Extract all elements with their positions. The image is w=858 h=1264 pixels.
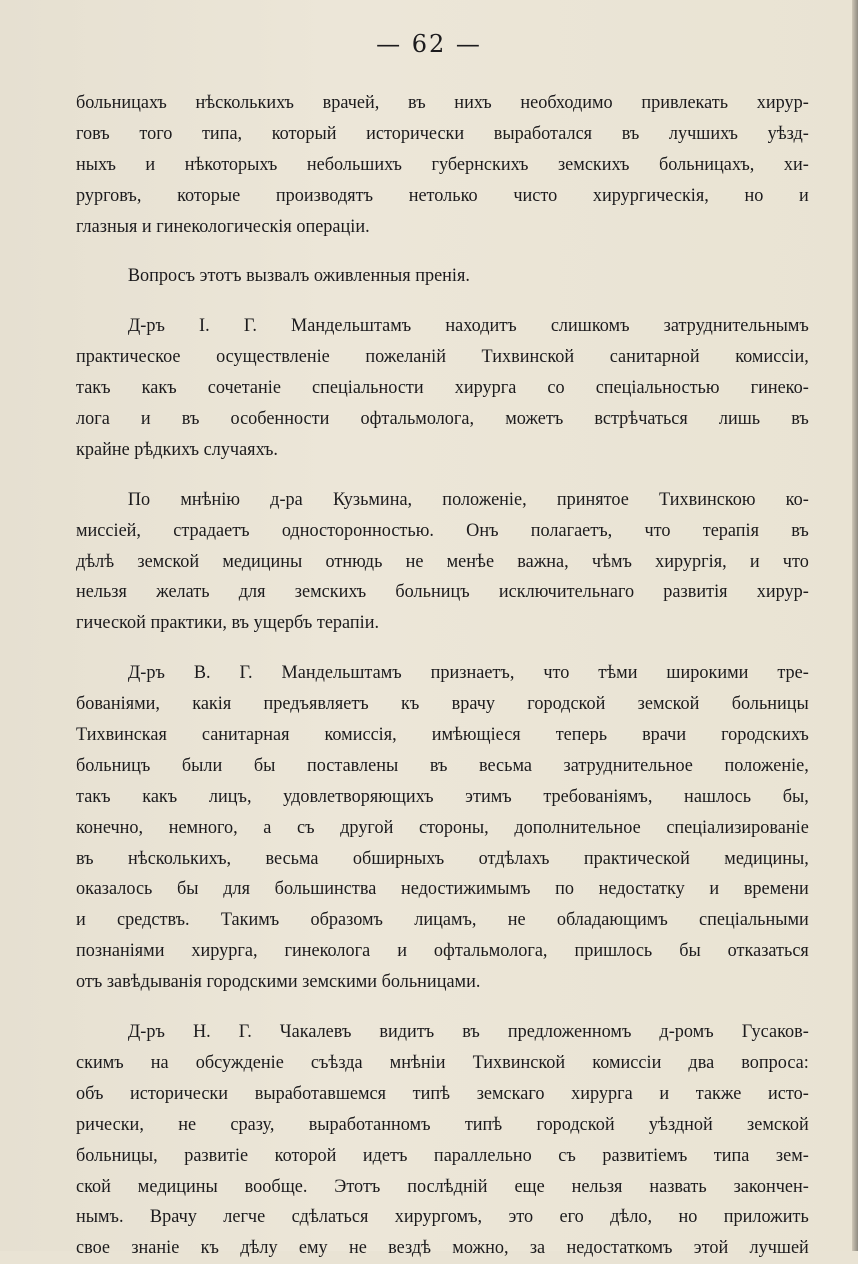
text-line: нельзя желать для земскихъ больницъ исключительнаго развитія хирур- xyxy=(76,581,809,603)
text-line: такъ какъ лицъ, удовлетворяющихъ этимъ требованіямъ, нашлось бы, xyxy=(76,785,809,807)
paragraph-gap xyxy=(76,639,810,658)
paragraph-gap xyxy=(76,242,810,261)
text-line: дѣлѣ земской медицины отнюдь не менѣе важна, чѣмъ хирургія, и что xyxy=(76,550,809,572)
text-line: въ нѣсколькихъ, весьма обширныхъ отдѣлахъ практической медицины, xyxy=(76,847,809,869)
text-line: рически, не сразу, выработанномъ типѣ городской уѣздной земской xyxy=(76,1113,809,1135)
text-line: и средствъ. Такимъ образомъ лицамъ, не обладающимъ спеціальными xyxy=(76,909,809,931)
text-line: такъ какъ сочетаніе спеціальности хирурга со спеціальностью гинеко- xyxy=(76,377,809,399)
text-line: больницахъ нѣсколькихъ врачей, въ нихъ необходимо привлекать хирур- xyxy=(76,92,809,113)
text-line: Тихвинская санитарная комиссія, имѣющіеся теперь врачи городскихъ xyxy=(76,724,809,746)
paragraph xyxy=(76,485,810,639)
text-line: бованіями, какія предъявляетъ къ врачу городской земской больницы xyxy=(76,693,809,715)
text-line: ской медицины вообще. Этотъ послѣдній еще нельзя назвать закончен- xyxy=(76,1175,809,1197)
paragraph xyxy=(76,658,810,998)
text-line: глазныя и гинекологическія операціи. xyxy=(76,215,370,237)
text-line: конечно, немного, а съ другой стороны, дополнительное спеціализированіе xyxy=(76,816,809,838)
text-line: отъ завѣдыванія городскими земскими больницами. xyxy=(76,971,481,993)
text-line: Д-ръ Н. Г. Чакалевъ видитъ въ предложенномъ д-ромъ Гусаков- xyxy=(127,1021,809,1043)
text-line: лога и въ особенности офтальмолога, можетъ встрѣчаться лишь въ xyxy=(76,408,809,430)
text-line: миссіей, страдаетъ односторонностью. Онъ полагаетъ, что терапія въ xyxy=(76,519,809,541)
text-line: нымъ. Врачу легче сдѣлаться хирургомъ, это его дѣло, но приложить xyxy=(76,1206,809,1228)
text-line: практическое осуществленіе пожеланій Тихвинской санитарной комиссіи, xyxy=(76,346,809,368)
text-line: свое знаніе къ дѣлу ему не вездѣ можно, за недостаткомъ этой лучшей xyxy=(76,1237,809,1259)
text-line: рурговъ, которые производятъ нетолько чисто хирургическія, но и xyxy=(76,184,809,206)
paragraph-gap xyxy=(76,998,810,1017)
paragraph-gap xyxy=(76,292,810,311)
text-line: крайне рѣдкихъ случаяхъ. xyxy=(76,438,279,460)
text-line: По мнѣнію д-ра Кузьмина, положеніе, принятое Тихвинскою ко- xyxy=(127,488,809,510)
text-line: говъ того типа, который исторически выработался въ лучшихъ уѣзд- xyxy=(76,122,809,144)
text-line: гической практики, въ ущербъ терапіи. xyxy=(76,612,380,634)
text-line: Д-ръ В. Г. Мандельштамъ признаетъ, что тѣми широкими тре- xyxy=(127,662,809,684)
page-edge-shadow xyxy=(852,0,858,1251)
text-line: оказалось бы для большинства недостижимымъ по недостатку и времени xyxy=(76,878,809,900)
paragraph xyxy=(76,88,810,242)
paragraph xyxy=(76,311,810,465)
text-line: скимъ на обсужденіе съѣзда мнѣніи Тихвинской комиссіи два вопроса: xyxy=(76,1051,809,1073)
paragraph xyxy=(76,261,810,292)
text-line: познаніями хирурга, гинеколога и офтальмолога, пришлось бы отказаться xyxy=(76,940,809,962)
paragraph-gap xyxy=(76,466,810,485)
text-line: больницъ были бы поставлены въ весьма затруднительное положеніе, xyxy=(76,754,809,776)
text-line: ныхъ и нѣкоторыхъ небольшихъ губернскихъ земскихъ больницахъ, хи- xyxy=(76,153,809,175)
text-line: Вопросъ этотъ вызвалъ оживленныя пренія. xyxy=(127,265,470,287)
text-line: больницы, развитіе которой идетъ параллельно съ развитіемъ типа зем- xyxy=(76,1144,809,1166)
text-line: Д-ръ І. Г. Мандельштамъ находитъ слишкомъ затруднительнымъ xyxy=(127,315,809,337)
paragraph xyxy=(76,1017,810,1264)
text-line: объ исторически выработавшемся типѣ земскаго хирурга и также исто- xyxy=(76,1082,809,1104)
page-number: — 62 — xyxy=(376,30,482,58)
body-text xyxy=(76,88,810,1264)
